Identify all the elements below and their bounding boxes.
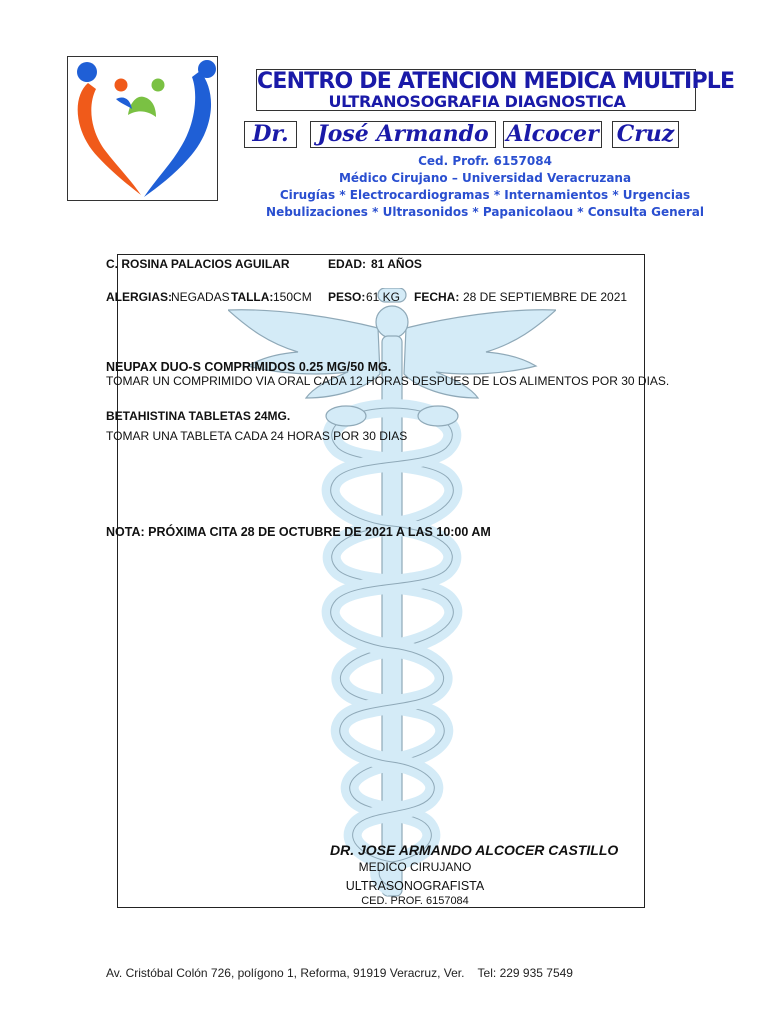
- clinic-title: CENTRO DE ATENCION MEDICA MULTIPLE: [257, 69, 735, 94]
- clinic-subtitle: ULTRANOSOGRAFIA DIAGNOSTICA: [328, 92, 626, 111]
- height-label: TALLA:: [231, 290, 274, 304]
- clinic-title-box: [256, 69, 735, 111]
- weight-value: 61 KG: [366, 290, 401, 304]
- medication-2-instructions: TOMAR UNA TABLETA CADA 24 HORAS POR 30 DIAS: [106, 429, 408, 443]
- header-medico: Médico Cirujano – Universidad Veracruzana: [338, 171, 632, 185]
- doctor-name-first: José Armando: [310, 121, 496, 148]
- allergies-value: NEGADAS: [171, 290, 230, 304]
- signature-name: DR. JOSE ARMANDO ALCOCER CASTILLO: [330, 842, 619, 858]
- medication-1-instructions: TOMAR UN COMPRIMIDO VIA ORAL CADA 12 HORAS DESPUES DE LOS ALIMENTOS POR 30 DIAS.: [106, 374, 670, 388]
- medication-2-name: BETAHISTINA TABLETAS 24MG.: [106, 409, 291, 423]
- patient-name: C. ROSINA PALACIOS AGUILAR: [106, 257, 290, 271]
- doctor-name-last2: Cruz: [612, 121, 679, 148]
- heart-people-logo-icon: [68, 57, 217, 200]
- header-services-line1: Cirugías * Electrocardiogramas * Internamientos * Urgencias: [279, 188, 691, 202]
- patient-line: [106, 257, 422, 272]
- doctor-name-prefix: Dr.: [244, 121, 297, 148]
- age-value: 81 AÑOS: [371, 257, 422, 271]
- next-appointment-note: NOTA: PRÓXIMA CITA 28 DE OCTUBRE DE 2021 A LAS 10:00 AM: [106, 525, 491, 539]
- signature-ced: CED. PROF. 6157084: [361, 895, 469, 907]
- doctor-name-last1: Alcocer: [503, 121, 602, 148]
- header-services-line2: Nebulizaciones * Ultrasonidos * Papanicolaou * Consulta General: [266, 205, 704, 219]
- signature-title-1: MEDICO CIRUJANO: [358, 860, 472, 874]
- footer-address: Av. Cristóbal Colón 726, polígono 1, Reforma, 91919 Veracruz, Ver. Tel: 229 935 7549: [106, 966, 573, 980]
- vitals-line: [106, 290, 646, 305]
- allergies-label: ALERGIAS:: [106, 290, 172, 304]
- weight-label: PESO:: [328, 290, 366, 304]
- age-label: EDAD:: [328, 257, 366, 271]
- signature-title-2: ULTRASONOGRAFISTA: [345, 879, 485, 893]
- height-value: 150CM: [273, 290, 312, 304]
- date-value: 28 DE SEPTIEMBRE DE 2021: [463, 290, 628, 304]
- medication-1-name: NEUPAX DUO-S COMPRIMIDOS 0.25 MG/50 MG.: [106, 360, 392, 374]
- header-ced: Ced. Profr. 6157084: [418, 154, 552, 168]
- clinic-logo: [67, 56, 218, 201]
- date-label: FECHA:: [414, 290, 460, 304]
